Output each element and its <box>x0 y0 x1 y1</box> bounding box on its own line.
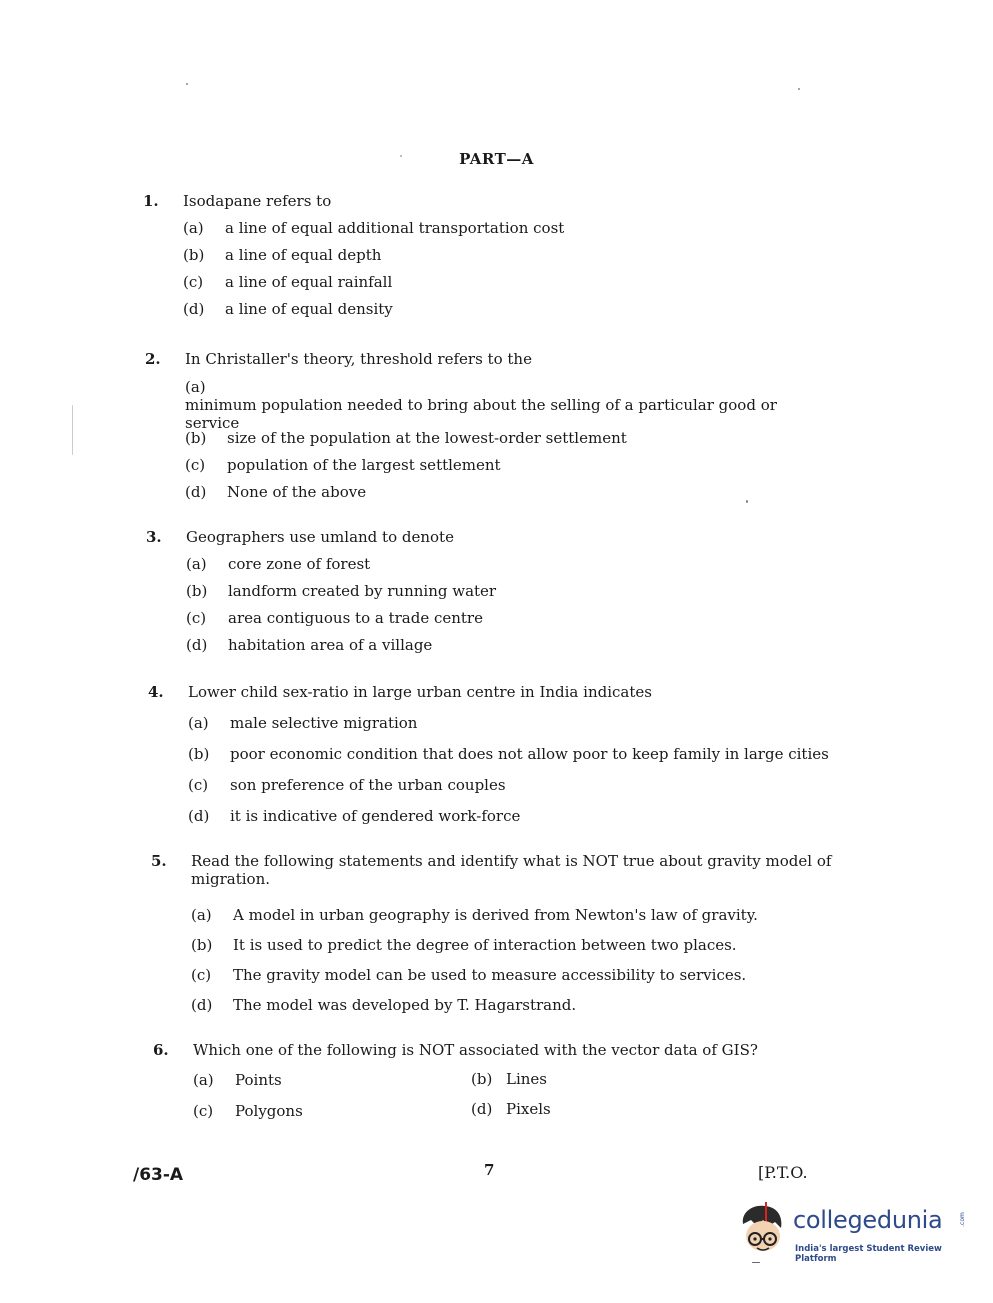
scan-speck <box>72 405 73 455</box>
option: (c) area contiguous to a trade centre <box>186 609 483 627</box>
question-number: 2. <box>145 350 161 368</box>
logo-tagline: India's largest Student Review Platform <box>795 1244 942 1264</box>
scan-speck <box>400 155 402 157</box>
option: (d) a line of equal density <box>183 300 393 318</box>
logo-domain: .com <box>958 1212 966 1227</box>
question-text: Which one of the following is NOT associated with the vector data of GIS? <box>193 1041 758 1059</box>
option: (d) None of the above <box>185 483 367 501</box>
pto-label: [P.T.O. <box>758 1163 808 1182</box>
question-text: Geographers use umland to denote <box>186 528 454 546</box>
scan-speck <box>752 1262 760 1263</box>
question-text: In Christaller's theory, threshold refers to the <box>185 350 532 368</box>
option: (c) son preference of the urban couples <box>188 776 506 794</box>
question-text: Isodapane refers to <box>183 192 332 210</box>
option: (a)minimum population needed to bring about the selling of a particular good or service <box>185 378 777 432</box>
option: (c) population of the largest settlement <box>185 456 501 474</box>
option: (d) The model was developed by T. Hagarstrand. <box>191 996 577 1014</box>
option: (c) a line of equal rainfall <box>183 273 393 291</box>
part-title: PART—A <box>459 150 534 168</box>
scan-speck <box>798 88 800 90</box>
option: (b) a line of equal depth <box>183 246 382 264</box>
question-number: 1. <box>143 192 159 210</box>
option: (a) a line of equal additional transportation cost <box>183 219 565 237</box>
mascot-icon <box>735 1198 793 1260</box>
logo-brand: collegedunia <box>793 1206 943 1234</box>
option: (d) it is indicative of gendered work-force <box>188 807 521 825</box>
question-number: 4. <box>148 683 164 701</box>
question-text: Read the following statements and identify what is NOT true about gravity model of migration. <box>191 852 832 888</box>
collegedunia-logo <box>735 1198 965 1268</box>
option: (b) landform created by running water <box>186 582 497 600</box>
option: (b) poor economic condition that does not allow poor to keep family in large cities <box>188 745 829 763</box>
option: (a) A model in urban geography is derived from Newton's law of gravity. <box>191 906 758 924</box>
paper-code: /63-A <box>133 1165 184 1185</box>
option: (a) male selective migration <box>188 714 418 732</box>
option: (a) core zone of forest <box>186 555 371 573</box>
scan-speck <box>186 83 188 85</box>
question-number: 3. <box>146 528 162 546</box>
option: (b) It is used to predict the degree of interaction between two places. <box>191 936 737 954</box>
question-text: Lower child sex-ratio in large urban centre in India indicates <box>188 683 652 701</box>
option: (a) Points <box>193 1071 282 1089</box>
question-number: 6. <box>153 1041 169 1059</box>
option: (c) Polygons <box>193 1102 303 1120</box>
page-number: 7 <box>484 1161 495 1179</box>
option: (c) The gravity model can be used to measure accessibility to services. <box>191 966 747 984</box>
scan-speck <box>746 500 748 503</box>
option: (b) Lines <box>471 1070 547 1088</box>
option: (d) habitation area of a village <box>186 636 433 654</box>
option: (b) size of the population at the lowest-order settlement <box>185 429 627 447</box>
question-number: 5. <box>151 852 167 870</box>
option: (d) Pixels <box>471 1100 551 1118</box>
